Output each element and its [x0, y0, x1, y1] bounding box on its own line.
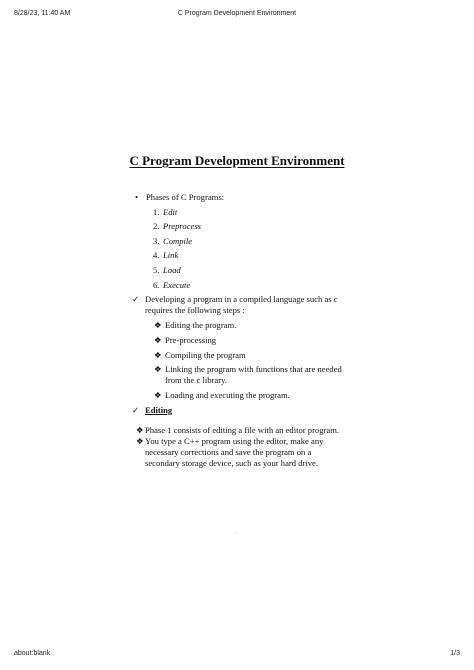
diamond-bullet-icon: ❖ — [154, 350, 162, 360]
checkmark-icon: ✓ — [132, 294, 140, 304]
phases-heading: Phases of C Programs: — [146, 192, 225, 202]
phase-number: 4. — [153, 250, 160, 260]
stray-dot — [236, 532, 237, 533]
editing-point-1: Phase 1 consists of editing a file with an editor program. — [145, 425, 340, 435]
diamond-bullet-icon: ❖ — [154, 320, 162, 330]
intro-line-2: requires the following steps : — [145, 305, 245, 315]
editing-point-2-continued: necessary corrections and save the program on a — [145, 447, 312, 457]
editing-point-2-continued: secondary storage device, such as your hard drive. — [145, 458, 319, 468]
editing-heading: Editing — [145, 405, 173, 415]
diamond-bullet-icon: ❖ — [154, 364, 162, 374]
phase-edit: Edit — [163, 207, 178, 217]
step-linking-continued: from the c library. — [165, 375, 227, 385]
step-compiling: Compiling the program — [165, 350, 246, 360]
print-page-number: 1/3 — [450, 650, 460, 657]
phase-number: 2. — [153, 221, 160, 231]
print-url: about:blank — [14, 650, 51, 657]
phase-number: 5. — [153, 265, 160, 275]
step-linking: Linking the program with functions that are needed — [165, 364, 342, 374]
print-page-title: C Program Development Environment — [177, 10, 297, 17]
phase-execute: Execute — [163, 280, 191, 290]
bullet-icon: • — [135, 192, 139, 202]
diamond-bullet-icon: ❖ — [136, 436, 144, 446]
diamond-bullet-icon: ❖ — [154, 390, 162, 400]
phase-number: 6. — [153, 280, 160, 290]
checkmark-icon: ✓ — [132, 405, 140, 415]
step-loading: Loading and executing the program. — [165, 390, 290, 400]
print-timestamp: 8/28/23, 11:40 AM — [14, 10, 71, 17]
phase-load: Load — [163, 265, 181, 275]
diamond-bullet-icon: ❖ — [136, 425, 144, 435]
phase-link: Link — [163, 250, 179, 260]
document-title: C Program Development Environment — [129, 153, 345, 168]
step-preprocessing: Pre-processing — [165, 335, 217, 345]
diamond-bullet-icon: ❖ — [154, 335, 162, 345]
intro-line-1: Developing a program in a compiled language such as c — [145, 294, 338, 304]
editing-point-2: You type a C++ program using the editor, make any — [145, 436, 324, 446]
step-editing: Editing the program. — [165, 320, 237, 330]
phase-number: 3. — [153, 236, 160, 246]
phase-number: 1. — [153, 207, 160, 217]
phase-compile: Compile — [163, 236, 193, 246]
phase-preprocess: Preprocess — [163, 221, 202, 231]
